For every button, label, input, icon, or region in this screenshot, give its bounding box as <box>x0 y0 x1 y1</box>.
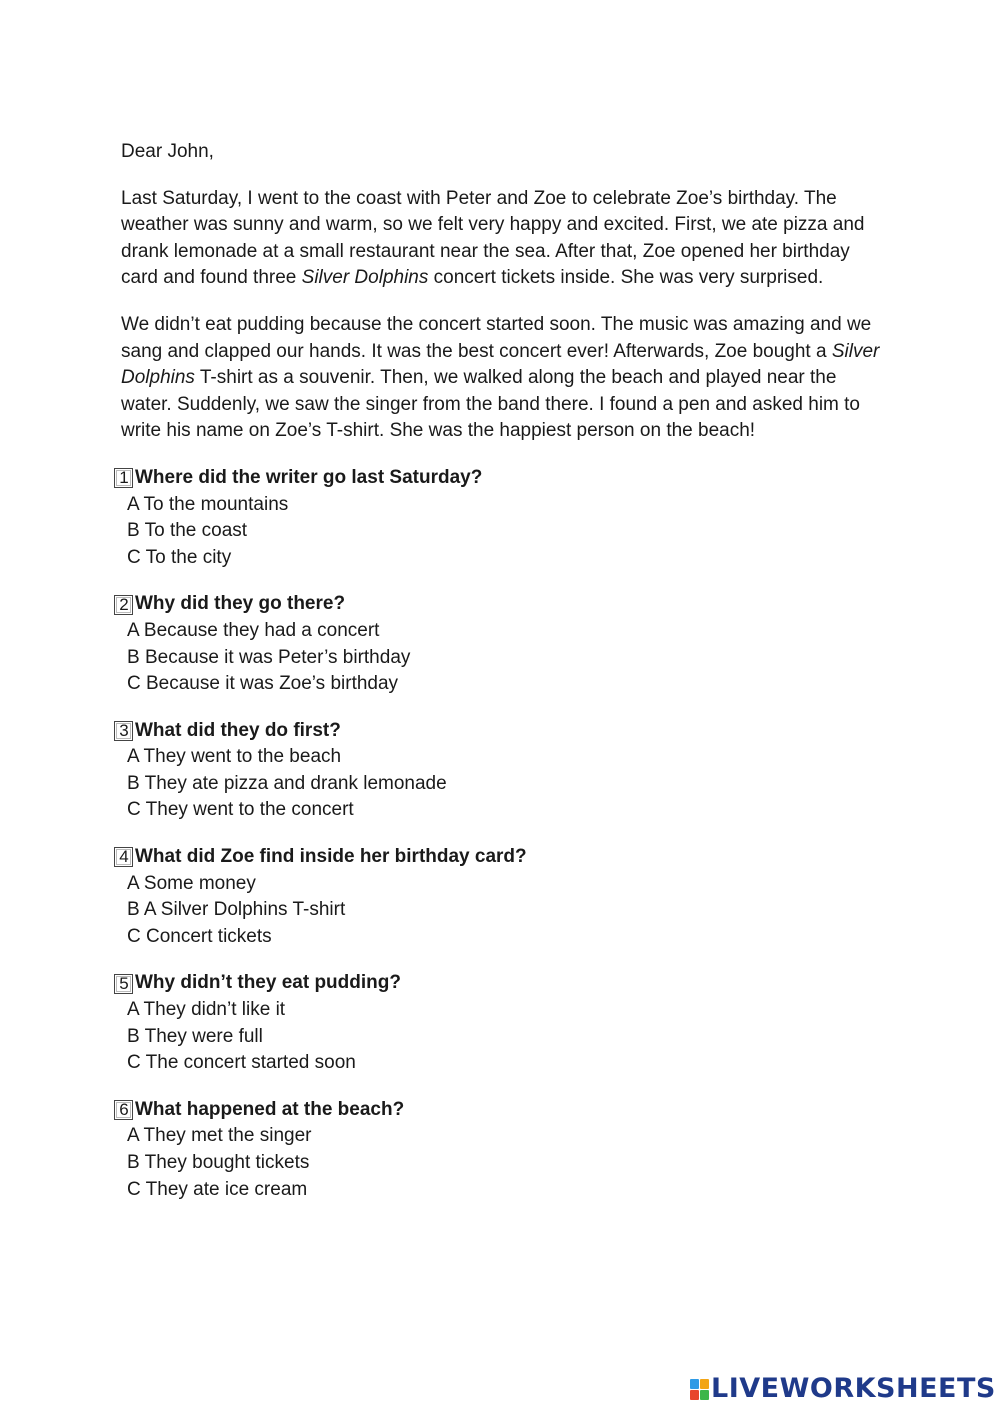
letter-paragraph-1 <box>121 186 891 292</box>
question-text: Why did they go there? <box>135 593 346 615</box>
question-list <box>114 465 891 1203</box>
question-text: Where did the writer go last Saturday? <box>135 466 483 488</box>
answer-option-a[interactable]: A Because they had a concert <box>127 619 380 641</box>
liveworksheets-logo-icon <box>690 1379 709 1400</box>
question-number-box: 5 <box>114 974 133 994</box>
logo-square-orange <box>700 1379 709 1389</box>
liveworksheets-logo-text: LIVEWORKSHEETS <box>711 1372 996 1404</box>
question-5 <box>114 970 891 1076</box>
question-1 <box>114 465 891 571</box>
logo-square-blue <box>690 1379 699 1389</box>
answer-option-b[interactable]: B To the coast <box>127 520 248 542</box>
question-text: What did Zoe find inside her birthday card? <box>135 846 527 868</box>
question-heading <box>114 970 891 997</box>
question-3 <box>114 718 891 824</box>
question-text: What did they do first? <box>135 719 341 741</box>
question-number-box: 4 <box>114 847 133 867</box>
answer-option-c[interactable]: C To the city <box>127 546 232 568</box>
para2-text-before: We didn’t eat pudding because the concert started soon. The music was amazing and we sang and clapped our hands. It was the best concert ever! Afterwards, Zoe bought a <box>121 313 872 362</box>
letter-paragraph-2 <box>121 312 891 445</box>
question-number-box: 3 <box>114 721 133 741</box>
answer-option-b[interactable]: B Because it was Peter’s birthday <box>127 646 411 668</box>
para1-text-before: Last Saturday, I went to the coast with Peter and Zoe to celebrate Zoe’s birthday. The weather was sunny and warm, so we felt very happy and excited. First, we ate pizza and drank lemonade at a small restaurant near the sea. After that, Zoe opened her birthday card and found three <box>121 187 865 289</box>
para2-italic-band-name: Silver Dolphins <box>121 340 880 389</box>
question-heading <box>114 844 891 871</box>
liveworksheets-logo <box>690 1374 996 1404</box>
para1-italic-band-name: Silver Dolphins <box>301 267 429 289</box>
question-heading <box>114 1097 891 1124</box>
question-heading <box>114 718 891 745</box>
answer-option-c[interactable]: C The concert started soon <box>127 1052 356 1074</box>
question-heading <box>114 465 891 492</box>
question-number-box: 1 <box>114 468 133 488</box>
answer-option-a[interactable]: A They didn’t like it <box>127 999 286 1021</box>
worksheet-page <box>121 139 891 1223</box>
question-heading <box>114 591 891 618</box>
answer-option-a[interactable]: A Some money <box>127 872 256 894</box>
answer-option-c[interactable]: C They ate ice cream <box>127 1178 308 1200</box>
question-number-box: 6 <box>114 1100 133 1120</box>
answer-option-b[interactable]: B They were full <box>127 1025 263 1047</box>
answer-option-a[interactable]: A To the mountains <box>127 493 289 515</box>
answer-option-c[interactable]: C Concert tickets <box>127 925 272 947</box>
answer-option-a[interactable]: A They met the singer <box>127 1125 312 1147</box>
question-text: Why didn’t they eat pudding? <box>135 972 401 994</box>
para2-text-after: T-shirt as a souvenir. Then, we walked along the beach and played near the water. Suddenly, we saw the singer from the band there. I found a pen and asked him to write his name on Zoe’s T-shirt. She was the happiest person on the beach! <box>121 367 860 442</box>
question-6 <box>114 1097 891 1203</box>
question-number-box: 2 <box>114 595 133 615</box>
answer-option-c[interactable]: C Because it was Zoe’s birthday <box>127 673 399 695</box>
answer-option-b[interactable]: B They bought tickets <box>127 1152 310 1173</box>
logo-square-green <box>700 1390 709 1400</box>
question-4 <box>114 844 891 950</box>
para1-text-after: concert tickets inside. She was very surprised. <box>428 267 824 289</box>
question-text: What happened at the beach? <box>135 1098 405 1120</box>
answer-option-b[interactable]: B They ate pizza and drank lemonade <box>127 772 447 794</box>
logo-square-red <box>690 1390 699 1400</box>
answer-option-b[interactable]: B A Silver Dolphins T-shirt <box>127 899 346 921</box>
answer-option-c[interactable]: C They went to the concert <box>127 799 354 821</box>
letter-greeting: Dear John, <box>121 141 214 162</box>
question-2 <box>114 591 891 697</box>
answer-option-a[interactable]: A They went to the beach <box>127 746 342 768</box>
